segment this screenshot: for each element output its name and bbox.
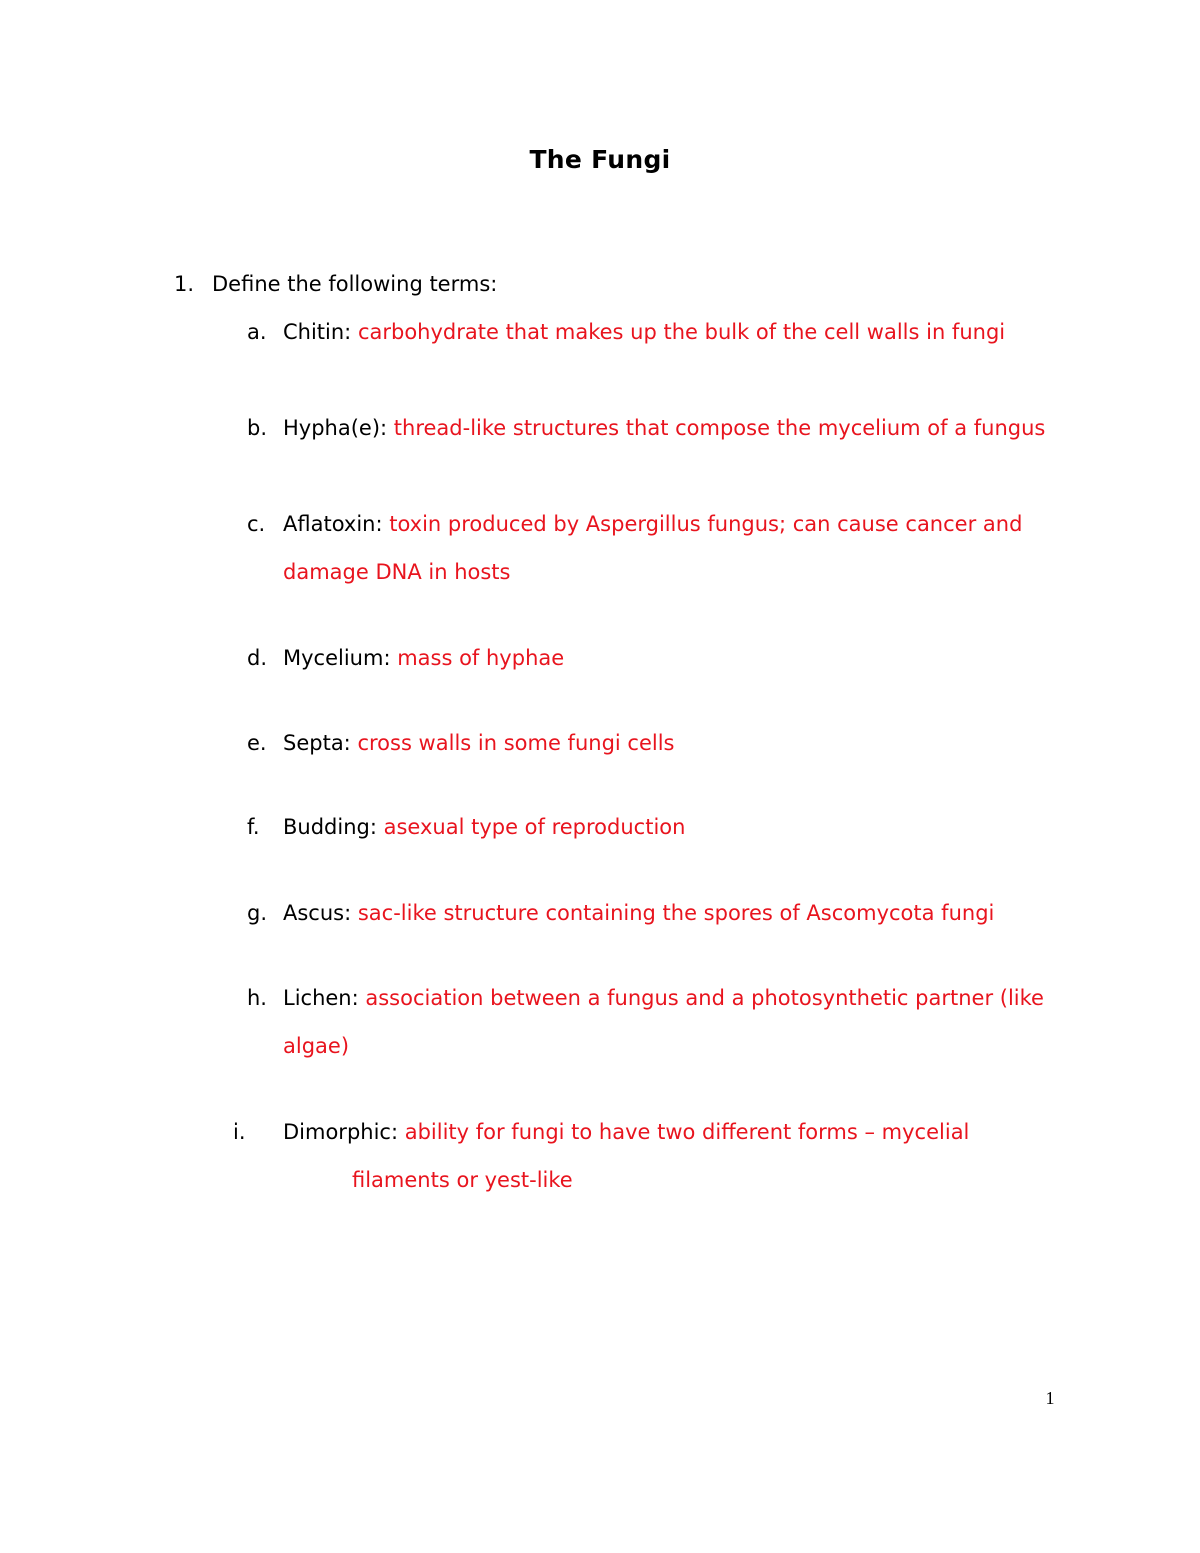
item-marker: g. (247, 901, 268, 925)
term-definition-continuation: filaments or yest-like (352, 1168, 573, 1192)
item-marker: c. (247, 512, 266, 536)
item-marker: d. (247, 646, 268, 670)
term-label: Hypha(e): (283, 416, 394, 440)
term-label: Budding: (283, 815, 384, 839)
term-label: Mycelium: (283, 646, 398, 670)
question-text: Define the following terms: (212, 272, 498, 296)
item-line (283, 641, 564, 675)
item-line (283, 810, 685, 844)
item-line (283, 1115, 969, 1149)
term-definition: sac-like structure containing the spores of Ascomycota fungi (357, 901, 995, 925)
term-label: Lichen: (283, 986, 366, 1010)
term-definition: carbohydrate that makes up the bulk of the cell walls in fungi (357, 320, 1006, 344)
item-marker: a. (247, 320, 267, 344)
term-definition: thread-like structures that compose the mycelium of a fungus (393, 416, 1046, 440)
term-definition-continuation: algae) (283, 1034, 350, 1058)
term-label: Chitin: (283, 320, 358, 344)
item-line (283, 896, 994, 930)
term-label: Aflatoxin: (283, 512, 390, 536)
item-line (283, 981, 1044, 1015)
item-line (283, 726, 674, 760)
term-definition-continuation: damage DNA in hosts (283, 560, 511, 584)
item-line (283, 411, 1045, 445)
term-definition: ability for fungi to have two different forms – mycelial (404, 1120, 970, 1144)
term-label: Ascus: (283, 901, 358, 925)
term-definition: cross walls in some fungi cells (357, 731, 675, 755)
document-title: The Fungi (529, 145, 671, 174)
item-line (283, 315, 1005, 349)
term-definition: asexual type of reproduction (383, 815, 686, 839)
term-definition: association between a fungus and a photosynthetic partner (like (365, 986, 1044, 1010)
term-label: Septa: (283, 731, 358, 755)
term-definition: mass of hyphae (397, 646, 565, 670)
page-number: 1 (1045, 1388, 1055, 1408)
item-marker: h. (247, 986, 267, 1010)
item-marker: f. (247, 815, 260, 839)
term-label: Dimorphic: (283, 1120, 405, 1144)
item-marker: i. (233, 1120, 246, 1144)
item-marker: e. (247, 731, 267, 755)
question-number: 1. (174, 272, 195, 296)
item-marker: b. (247, 416, 268, 440)
term-definition: toxin produced by Aspergillus fungus; can cause cancer and (389, 512, 1023, 536)
item-line (283, 507, 1022, 541)
